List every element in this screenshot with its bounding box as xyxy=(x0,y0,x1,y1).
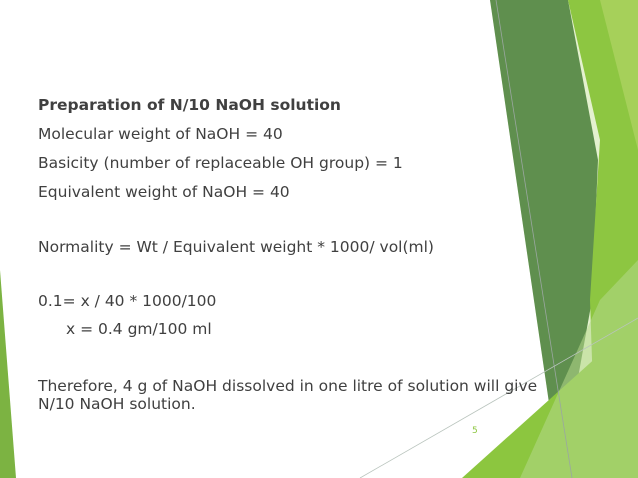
molecular-weight-line: Molecular weight of NaOH = 40 xyxy=(38,125,283,143)
result-line: x = 0.4 gm/100 ml xyxy=(66,320,212,338)
basicity-line: Basicity (number of replaceable OH group) = 1 xyxy=(38,154,403,172)
normality-formula-line: Normality = Wt / Equivalent weight * 1000/ vol(ml) xyxy=(38,238,434,256)
calculation-line: 0.1= x / 40 * 1000/100 xyxy=(38,292,217,310)
left-green-sliver xyxy=(0,270,16,478)
conclusion-paragraph: Therefore, 4 g of NaOH dissolved in one litre of solution will give N/10 NaOH solution. xyxy=(38,377,538,413)
slide-heading: Preparation of N/10 NaOH solution xyxy=(38,96,341,114)
page-number: 5 xyxy=(472,426,478,436)
equivalent-weight-line: Equivalent weight of NaOH = 40 xyxy=(38,183,290,201)
